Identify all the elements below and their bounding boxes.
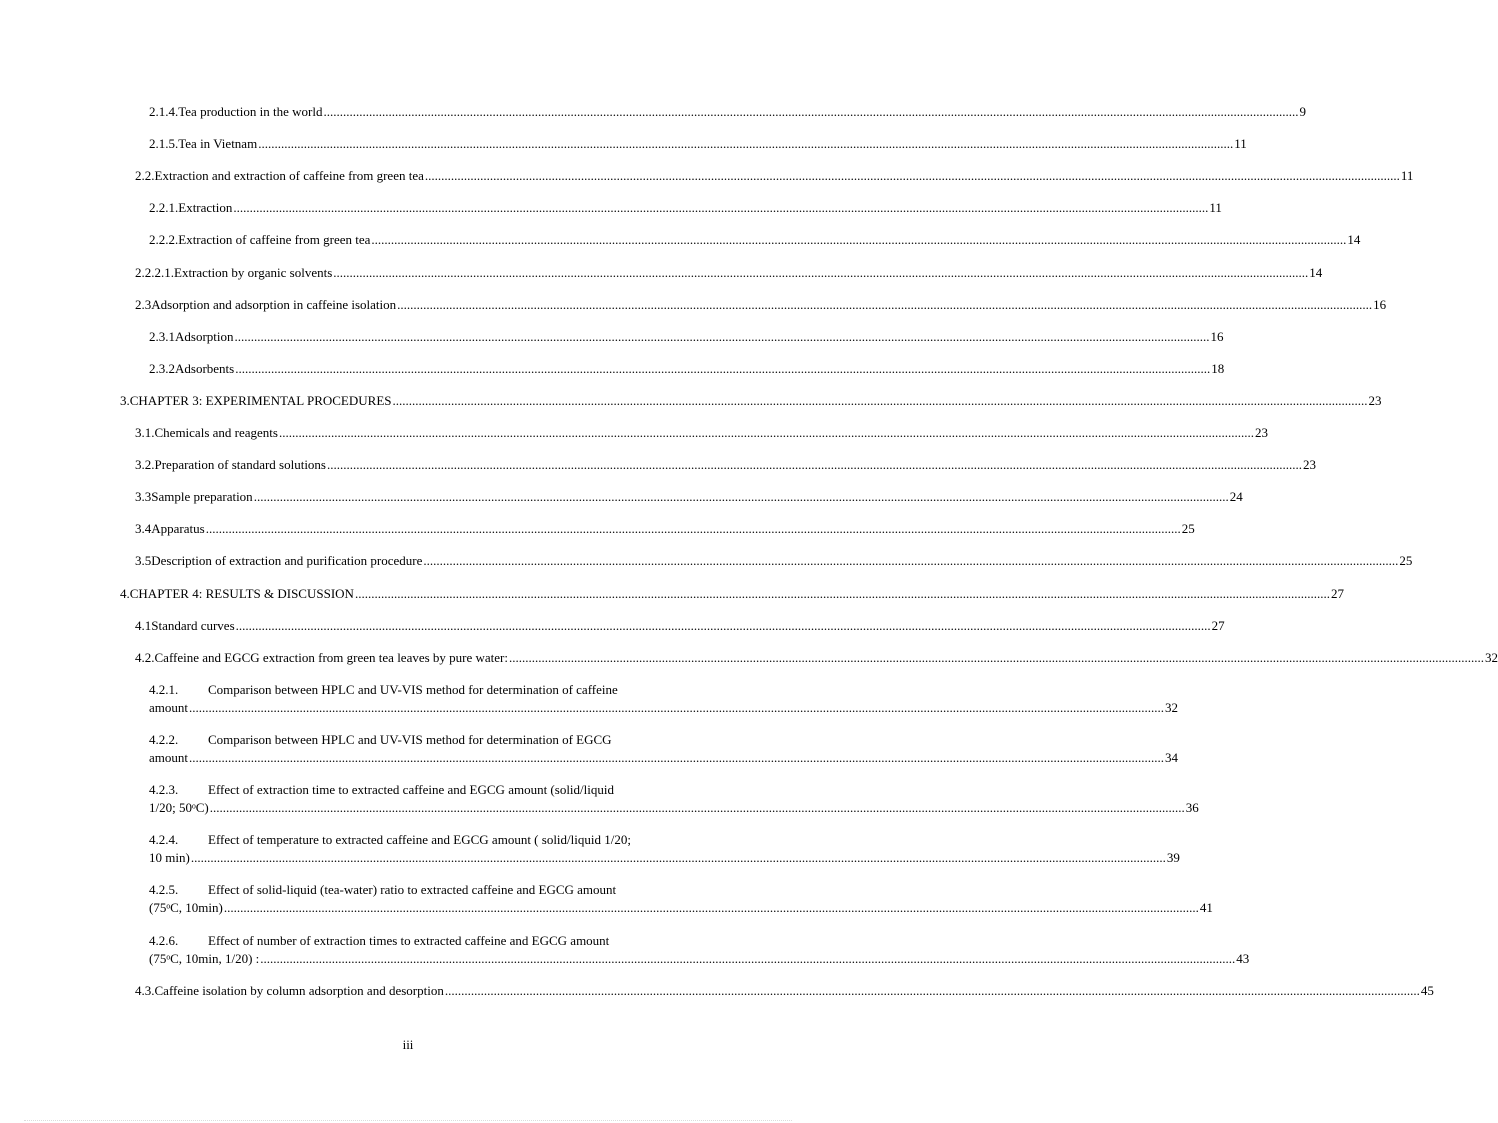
toc-number: 4.2.5. xyxy=(149,882,179,897)
toc-number: 4.1 xyxy=(135,618,152,633)
toc-entry-3-3[interactable] xyxy=(135,489,1243,505)
toc-title-continued: amount xyxy=(149,700,188,715)
toc-title: Description of extraction and purification procedure xyxy=(151,553,423,568)
toc-page-number: 23 xyxy=(1303,457,1316,472)
page-divider xyxy=(24,1120,792,1121)
toc-entry-3-2[interactable] xyxy=(135,457,1316,473)
toc-page-number: 16 xyxy=(1210,329,1224,344)
toc-entry-2-3[interactable] xyxy=(135,297,1387,313)
dot-leader xyxy=(254,489,1229,505)
toc-entry-4-2-3[interactable] xyxy=(149,781,1199,817)
toc-title-continued: (75ᵒC, 10min, 1/20) : xyxy=(149,951,260,966)
toc-number: 3. xyxy=(120,393,130,408)
toc-title: Comparison between HPLC and UV-VIS method for determination of caffeine xyxy=(208,682,618,697)
dot-leader xyxy=(236,618,1211,634)
toc-title-continued: 1/20; 50ᵒC) xyxy=(149,800,209,815)
toc-title: CHAPTER 3: EXPERIMENTAL PROCEDURES xyxy=(129,393,392,408)
toc-entry-4-2-1[interactable] xyxy=(149,681,1178,717)
toc-number: 2.3.1 xyxy=(149,329,175,344)
toc-entry-2-3-1[interactable] xyxy=(149,329,1224,345)
toc-title: Tea in Vietnam xyxy=(178,136,258,151)
toc-title: Extraction and extraction of caffeine from green tea xyxy=(154,168,424,183)
toc-page-number: 18 xyxy=(1211,361,1225,376)
toc-number: 2.1.5. xyxy=(149,136,179,151)
toc-title: Adsorbents xyxy=(175,361,235,376)
toc-page-number: 32 xyxy=(1165,700,1178,715)
dot-leader xyxy=(355,586,1330,602)
toc-number: 4.2.2. xyxy=(149,732,179,747)
toc-number: 3.2. xyxy=(135,457,155,472)
dot-leader xyxy=(509,650,1484,666)
toc-entry-chapter-4[interactable] xyxy=(120,586,1344,602)
toc-page-number: 43 xyxy=(1236,951,1250,966)
toc-entry-4-2-4[interactable] xyxy=(149,831,1180,867)
toc-number: 4.2.3. xyxy=(149,782,179,797)
dot-leader xyxy=(323,104,1298,120)
toc-page-number: 11 xyxy=(1209,200,1222,215)
toc-number: 2.3.2 xyxy=(149,361,175,376)
toc-entry-2-1-5[interactable] xyxy=(149,136,1247,152)
toc-page-number: 25 xyxy=(1399,553,1413,568)
toc-entry-3-1[interactable] xyxy=(135,425,1268,441)
toc-title: Preparation of standard solutions xyxy=(154,457,326,472)
toc-number: 2.2.2. xyxy=(149,232,179,247)
dot-leader xyxy=(206,521,1181,537)
dot-leader xyxy=(258,136,1233,152)
toc-page-number: 45 xyxy=(1420,983,1434,998)
toc-title: Sample preparation xyxy=(151,489,253,504)
toc-number: 3.1. xyxy=(135,425,155,440)
dot-leader xyxy=(327,457,1302,473)
page-number: iii xyxy=(402,1037,414,1052)
toc-page-number: 16 xyxy=(1373,297,1387,312)
toc-entry-chapter-3[interactable] xyxy=(120,393,1382,409)
toc-page-number: 23 xyxy=(1368,393,1382,408)
dot-leader xyxy=(397,297,1372,313)
dot-leader xyxy=(235,329,1210,345)
toc-page-number: 24 xyxy=(1229,489,1243,504)
dot-leader xyxy=(191,849,1166,867)
toc-page-number: 41 xyxy=(1199,900,1213,915)
toc-page-number: 39 xyxy=(1166,850,1180,865)
toc-title: Effect of temperature to extracted caffeine and EGCG amount ( solid/liquid 1/20; xyxy=(208,832,631,847)
toc-entry-4-2-6[interactable] xyxy=(149,932,1250,968)
toc-number: 2.2.2.1. xyxy=(135,265,174,280)
toc-title: Chemicals and reagents xyxy=(154,425,278,440)
toc-page-number: 14 xyxy=(1347,232,1361,247)
toc-number: 3.4 xyxy=(135,521,152,536)
dot-leader xyxy=(371,232,1346,248)
toc-title: Standard curves xyxy=(151,618,235,633)
toc-page-number: 25 xyxy=(1181,521,1195,536)
dot-leader xyxy=(233,200,1208,216)
toc-page-number: 9 xyxy=(1299,104,1306,119)
toc-page-number: 27 xyxy=(1211,618,1225,633)
toc-entry-4-2-5[interactable] xyxy=(149,881,1213,917)
dot-leader xyxy=(393,393,1368,409)
toc-title: Adsorption and adsorption in caffeine isolation xyxy=(151,297,397,312)
toc-entry-4-1[interactable] xyxy=(135,618,1225,634)
toc-title-continued: (75ᵒC, 10min) xyxy=(149,900,223,915)
dot-leader xyxy=(235,361,1210,377)
toc-title: Caffeine and EGCG extraction from green tea leaves by pure water: xyxy=(154,650,509,665)
toc-title: Apparatus xyxy=(151,521,205,536)
toc-number: 4.2.1. xyxy=(149,682,179,697)
toc-page-number: 23 xyxy=(1254,425,1268,440)
toc-page-number: 14 xyxy=(1309,265,1323,280)
toc-number: 2.2.1. xyxy=(149,200,179,215)
dot-leader xyxy=(333,265,1308,281)
toc-title: Tea production in the world xyxy=(178,104,323,119)
toc-title: Adsorption xyxy=(175,329,234,344)
toc-title: Extraction xyxy=(178,200,233,215)
toc-entry-4-3[interactable] xyxy=(135,983,1434,999)
toc-entry-2-2[interactable] xyxy=(135,168,1414,184)
dot-leader xyxy=(260,950,1235,968)
toc-entry-3-5[interactable] xyxy=(135,553,1413,569)
toc-title: Extraction by organic solvents xyxy=(174,265,333,280)
toc-number: 3.3 xyxy=(135,489,152,504)
toc-title: Effect of number of extraction times to extracted caffeine and EGCG amount xyxy=(208,933,610,948)
dot-leader xyxy=(279,425,1254,441)
toc-title-continued: amount xyxy=(149,750,188,765)
dot-leader xyxy=(189,699,1164,717)
toc-entry-2-1-4[interactable] xyxy=(149,104,1306,120)
toc-page-number: 11 xyxy=(1234,136,1247,151)
toc-number: 4.3. xyxy=(135,983,155,998)
toc-title: Effect of solid-liquid (tea-water) ratio to extracted caffeine and EGCG amount xyxy=(208,882,617,897)
toc-number: 2.2. xyxy=(135,168,155,183)
toc-page-number: 34 xyxy=(1165,750,1178,765)
dot-leader xyxy=(224,899,1199,917)
toc-page-number: 11 xyxy=(1400,168,1414,183)
toc-number: 2.1.4. xyxy=(149,104,179,119)
toc-entry-2-3-2[interactable] xyxy=(149,361,1225,377)
toc-page-number: 36 xyxy=(1185,800,1199,815)
toc-entry-2-2-1[interactable] xyxy=(149,200,1222,216)
toc-entry-4-2[interactable] xyxy=(135,650,1498,666)
toc-number: 2.3 xyxy=(135,297,152,312)
toc-entry-2-2-2[interactable] xyxy=(149,232,1361,248)
toc-page-number: 32 xyxy=(1485,650,1498,665)
toc-title: Caffeine isolation by column adsorption and desorption xyxy=(154,983,444,998)
toc-page-number: 27 xyxy=(1330,586,1344,601)
toc-entry-3-4[interactable] xyxy=(135,521,1195,537)
dot-leader xyxy=(445,983,1420,999)
dot-leader xyxy=(425,168,1400,184)
toc-number: 4. xyxy=(120,586,130,601)
toc-number: 4.2. xyxy=(135,650,155,665)
toc-entry-2-2-2-1[interactable] xyxy=(135,265,1323,281)
toc-number: 3.5 xyxy=(135,553,152,568)
toc-number: 4.2.6. xyxy=(149,933,179,948)
toc-entry-4-2-2[interactable] xyxy=(149,731,1178,767)
toc-title: CHAPTER 4: RESULTS & DISCUSSION xyxy=(129,586,354,601)
toc-title: Comparison between HPLC and UV-VIS method for determination of EGCG xyxy=(208,732,612,747)
toc-number: 4.2.4. xyxy=(149,832,179,847)
dot-leader xyxy=(210,799,1185,817)
toc-title: Extraction of caffeine from green tea xyxy=(178,232,371,247)
toc-title: Effect of extraction time to extracted caffeine and EGCG amount (solid/liquid xyxy=(208,782,614,797)
toc-title-continued: 10 min) xyxy=(149,850,190,865)
dot-leader xyxy=(423,553,1398,569)
dot-leader xyxy=(189,749,1164,767)
